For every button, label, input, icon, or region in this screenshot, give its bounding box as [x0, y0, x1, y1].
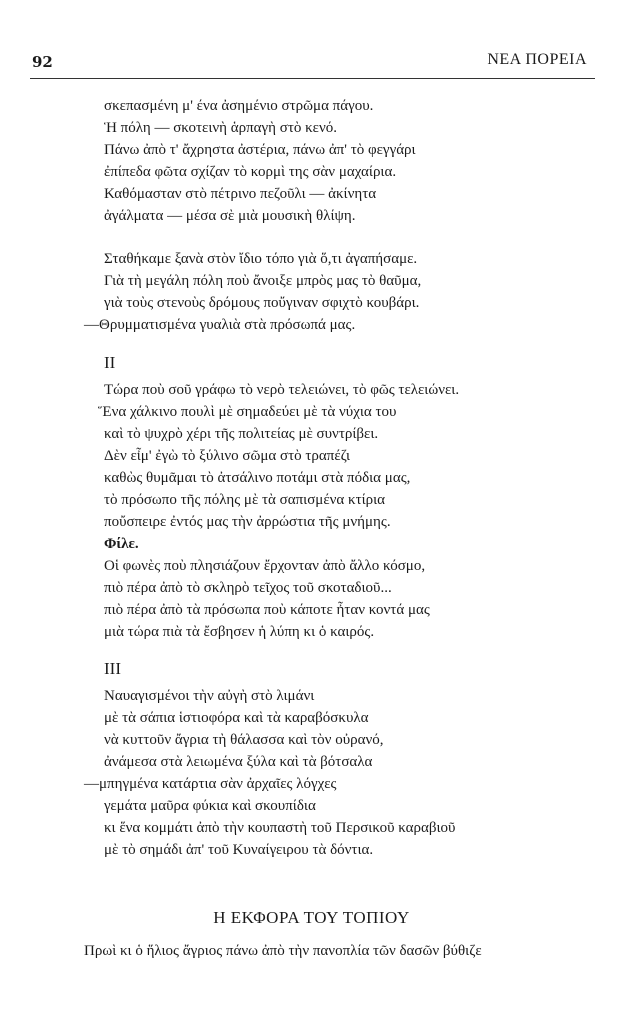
poem-line: Γιὰ τὴ μεγάλη πόλη ποὺ ἄνοιξε μπρὸς μας τὸ θαῦμα,: [104, 273, 422, 289]
poem-line: ποὔσπειρε ἐντός μας τὴν ἀρρώστια τῆς μνήμης.: [104, 514, 391, 530]
poem-line-address: Φίλε.: [104, 536, 139, 552]
poem-line: Πρωὶ κι ὁ ἥλιος ἄγριος πάνω ἀπὸ τὴν πανοπλία τῶν δασῶν βύθιζε: [84, 943, 482, 959]
poem-line: ἀγάλματα — μέσα σὲ μιὰ μουσικὴ θλίψη.: [104, 208, 356, 224]
poem-line: —μπηγμένα κατάρτια σὰν ἀρχαῖες λόγχες: [84, 776, 337, 792]
header-rule: [30, 78, 595, 79]
poem-line: Ναυαγισμένοι τὴν αὐγὴ στὸ λιμάνι: [104, 688, 315, 704]
poem-line: κι ἕνα κομμάτι ἀπὸ τὴν κουπαστὴ τοῦ Περσικοῦ καραβιοῦ: [104, 820, 456, 836]
section-numeral: II: [104, 353, 116, 372]
section-numeral: III: [104, 659, 121, 678]
poem-line: Ἕνα χάλκινο πουλὶ μὲ σημαδεύει μὲ τὰ νύχια του: [98, 404, 397, 420]
poem-line: καθὼς θυμᾶμαι τὸ ἀτσάλινο ποτάμι στὰ πόδια μας,: [104, 470, 411, 486]
running-head: ΝΕΑ ΠΟΡΕΙΑ: [487, 51, 587, 68]
poem-line: —Θρυμματισμένα γυαλιὰ στὰ πρόσωπά μας.: [84, 317, 356, 333]
poem-line: γεμάτα μαῦρα φύκια καὶ σκουπίδια: [104, 798, 316, 814]
poem-line: Δὲν εἶμ' ἐγὼ τὸ ξύλινο σῶμα στὸ τραπέζι: [104, 448, 350, 464]
poem-line: Πάνω ἀπὸ τ' ἄχρηστα ἀστέρια, πάνω ἀπ' τὸ φεγγάρι: [104, 142, 416, 158]
poem-line: τὸ πρόσωπο τῆς πόλης μὲ τὰ σαπισμένα κτίρια: [104, 492, 386, 508]
poem-line: μὲ τὸ σημάδι ἀπ' τοῦ Κυναίγειρου τὰ δόντια.: [104, 842, 374, 858]
poem-line: Σταθήκαμε ξανὰ στὸν ἴδιο τόπο γιὰ ὅ,τι ἀγαπήσαμε.: [104, 251, 418, 267]
poem-line: σκεπασμένη μ' ένα ἀσημένιο στρῶμα πάγου.: [104, 98, 374, 114]
poem-line: Τώρα ποὺ σοῦ γράφω τὸ νερὸ τελειώνει, τὸ φῶς τελειώνει.: [104, 382, 460, 398]
poem-line: ἀνάμεσα στὰ λειωμένα ξύλα καὶ τὰ βότσαλα: [104, 754, 373, 770]
page-number: 92: [32, 53, 53, 71]
poem-line: καὶ τὸ ψυχρὸ χέρι τῆς πολιτείας μὲ συντρίβει.: [104, 426, 379, 442]
poem-title: Η ΕΚΦΟΡΑ ΤΟΥ ΤΟΠΙΟΥ: [213, 908, 410, 927]
poem-line: μιὰ τώρα πιὰ τὰ ἔσβησεν ἡ λύπη κι ὁ καιρός.: [104, 624, 375, 640]
poem-line: Οἱ φωνὲς ποὺ πλησιάζουν ἔρχονταν ἀπὸ ἄλλο κόσμο,: [104, 558, 426, 574]
poem-line: πιὸ πέρα ἀπὸ τὰ πρόσωπα ποὺ κάποτε ἦταν κοντά μας: [104, 602, 430, 618]
poem-line: Ἡ πόλη — σκοτεινὴ ἁρπαγὴ στὸ κενό.: [104, 120, 338, 136]
poem-line: μὲ τὰ σάπια ἱστιοφόρα καὶ τὰ καραβόσκυλα: [104, 710, 369, 726]
poem-line: πιὸ πέρα ἀπὸ τὸ σκληρὸ τεῖχος τοῦ σκοταδιοῦ...: [104, 580, 392, 596]
poem-line: ἐπίπεδα φῶτα σχίζαν τὸ κορμὶ της σὰν μαχαίρια.: [104, 164, 397, 180]
poem-line: νὰ κυττοῦν ἄγρια τὴ θάλασσα καὶ τὸν οὐρανό,: [104, 732, 384, 748]
poem-line: Καθόμασταν στὸ πέτρινο πεζοῦλι — ἀκίνητα: [104, 186, 377, 202]
poem-line: γιὰ τοὺς στενοὺς δρόμους ποὔγιναν σφιχτὸ κουβάρι.: [104, 295, 420, 311]
